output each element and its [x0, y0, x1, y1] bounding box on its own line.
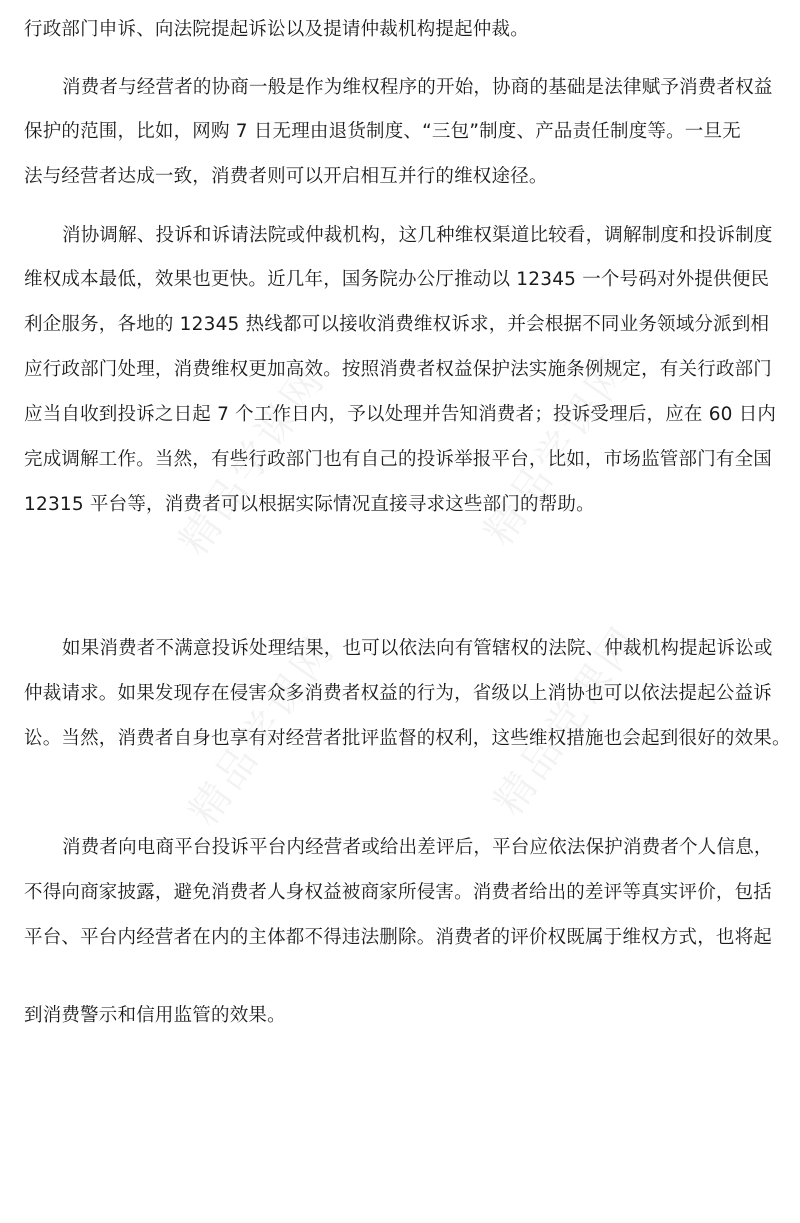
paragraph-first-line: 消费者与经营者的协商一般是作为维权程序的开始，协商的基础是法律赋予消费者权益 — [62, 77, 773, 98]
paragraph-line: 12315 平台等，消费者可以根据实际情况直接寻求这些部门的帮助。 — [24, 494, 595, 515]
paragraph-first-line: 消协调解、投诉和诉请法院或仲裁机构，这几种维权渠道比较看，调解制度和投诉制度 — [62, 225, 773, 246]
paragraph-line: 利企服务，各地的 12345 热线都可以接收消费维权诉求，并会根据不同业务领域分派到相 — [24, 314, 770, 335]
paragraph-line: 保护的范围，比如，网购 7 日无理由退货制度、“三包”制度、产品责任制度等。一旦无 — [24, 121, 741, 142]
paragraph-line: 行政部门申诉、向法院提起诉讼以及提请仲裁机构提起仲裁。 — [24, 19, 529, 40]
watermark-text: 精品学课网 — [180, 627, 345, 834]
paragraph-line: 完成调解工作。当然，有些行政部门也有自己的投诉举报平台，比如，市场监管部门有全国 — [24, 449, 773, 470]
watermark-text: 精品学课网 — [475, 347, 640, 554]
paragraph-line: 应当自收到投诉之日起 7 个工作日内，予以处理并告知消费者；投诉受理后，应在 60 日内 — [24, 404, 777, 425]
paragraph-line: 讼。当然，消费者自身也享有对经营者批评监督的权利，这些维权措施也会起到很好的效果。 — [24, 728, 791, 749]
paragraph-line: 法与经营者达成一致，消费者则可以开启相互并行的维权途径。 — [24, 166, 548, 187]
paragraph-line: 应行政部门处理，消费维权更加高效。按照消费者权益保护法实施条例规定，有关行政部门 — [24, 359, 773, 380]
paragraph-line: 到消费警示和信用监管的效果。 — [24, 1005, 286, 1026]
watermark-text: 精品党课网 — [485, 617, 650, 824]
paragraph-first-line: 如果消费者不满意投诉处理结果，也可以依法向有管辖权的法院、仲裁机构提起诉讼或 — [62, 638, 773, 659]
paragraph-line: 平台、平台内经营者在内的主体都不得违法删除。消费者的评价权既属于维权方式，也将起 — [24, 927, 773, 948]
paragraph-first-line: 消费者向电商平台投诉平台内经营者或给出差评后，平台应依法保护消费者个人信息， — [62, 837, 773, 858]
paragraph-line: 维权成本最低，效果也更快。近几年，国务院办公厅推动以 12345 一个号码对外提供便民 — [24, 269, 770, 290]
paragraph-line: 不得向商家披露，避免消费者人身权益被商家所侵害。消费者给出的差评等真实评价，包括 — [24, 882, 773, 903]
paragraph-line: 仲裁请求。如果发现存在侵害众多消费者权益的行为，省级以上消协也可以依法提起公益诉 — [24, 683, 773, 704]
watermark-text: 精品学课网 — [170, 357, 335, 564]
